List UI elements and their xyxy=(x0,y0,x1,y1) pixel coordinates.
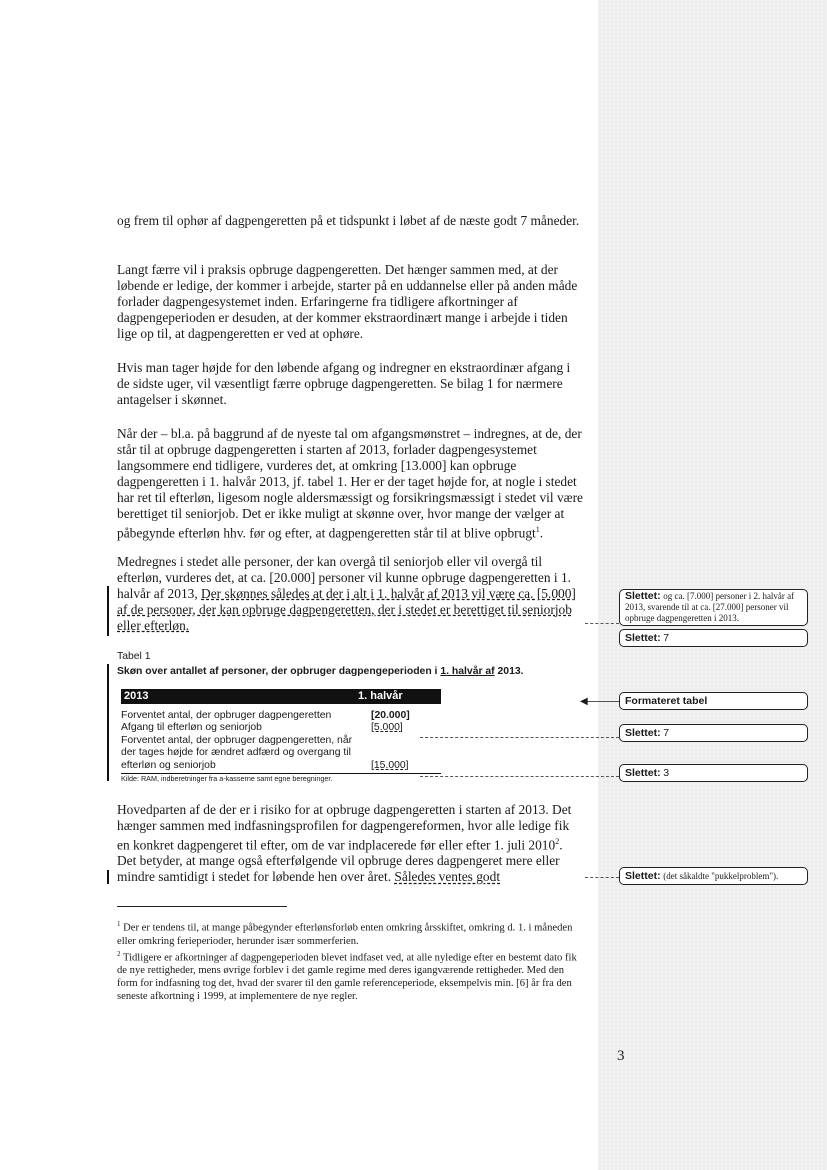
comment-text: 3 xyxy=(663,767,670,779)
data-table xyxy=(121,689,441,784)
paragraph-6-body: Hovedparten af de der er i risiko for at opbruge dagpengeretten i starten af 2013. Det hænger sammen med indfasningsprofilen for dagpengereformen, hvor alle ledige fik en konkret dagpengeret til efter, om de var indplacerede før eller efter 1. juli 2010 xyxy=(117,802,572,853)
comment-label: Slettet: xyxy=(625,767,661,779)
paragraph-1-text: og frem til ophør af dagpengeretten på et tidspunkt i løbet af de næste godt 7 måneder. xyxy=(117,213,580,228)
paragraph-4 xyxy=(117,426,583,541)
comment-label: Slettet: xyxy=(625,590,661,602)
page-number: 3 xyxy=(617,1048,625,1064)
comment-deleted-4[interactable] xyxy=(619,764,808,782)
table-title xyxy=(117,666,524,677)
footnote-2-text: Tidligere er afkortninger af dagpengeperioden blevet indfaset ved, at alle nyledige efter en bestemt dato fik de nye rettigheder, mens øvrige forblev i det gamle regime med deres igangværende rettigheder. Med den form for indfasning tog det, hvad der svarer til den gamle referenceperiode, eksempelvis min. [6] år fra den seneste afkortning i 1999, at implementere de nye regler. xyxy=(117,952,577,1003)
comment-text: 7 xyxy=(663,632,670,644)
paragraph-2 xyxy=(117,262,583,342)
table-row-label: der tages højde for ændret adfærd og overgang til xyxy=(121,747,351,759)
table-row xyxy=(121,710,441,723)
table-row-value: [20.000] xyxy=(371,709,410,721)
paragraph-6-text xyxy=(117,802,583,885)
paragraph-4-body: Når der – bl.a. på baggrund af de nyeste tal om afgangsmønstret – indregnes, at de, der står til at opbruge dagpengeretten i starten af 2013, forlader dagpengesystemet langsommere end tidligere, vurderes det, at omkring [13.000] kan opbruge dagpengeretten i 1. halvår 2013, jf. tabel 1. Her er der taget højde for, at nogle i stedet har ret til efterløn, ligesom nogle aldersmæssigt og forsikringsmæssigt i stedet vil være berettiget til seniorjob. Det er ikke muligt at skønne over, hvor mange der vælger at påbegynde efterløn hhv. før og efter, at dagpengeretten står til at blive opbrugt xyxy=(117,426,584,541)
table-label: Tabel 1 xyxy=(117,651,151,662)
paragraph-5-text: Medregnes i stedet alle personer, der kan overgå til seniorjob eller vil overgå til efterløn, vurderes det, at ca. [20.000] personer vil kunne opbruge dagpengeretten i 1. halvår af 2013, Der skønnes således at der i alt i 1. halvår af 2013 vil være ca. [5.000] af de personer, der kan opbruge dagpengeretten, der i stedet er berettiget til seniorjob eller efterløn. xyxy=(117,554,576,633)
paragraph-1 xyxy=(117,213,583,229)
change-bar xyxy=(107,664,109,781)
comment-text: 7 xyxy=(663,727,670,739)
paragraph-6-middle: . Det betyder, at mange også efterfølgende vil opbruge deres dagpengeret mere eller mindre samtidigt i stedet for løbende hen over året. xyxy=(117,837,563,885)
table-title-underlined: 1. halvår af xyxy=(440,666,495,677)
comment-formatted-table[interactable] xyxy=(619,692,808,710)
comment-leader xyxy=(420,737,619,738)
table-title-b: 2013. xyxy=(494,666,524,677)
change-bar xyxy=(107,586,109,636)
table-row xyxy=(121,735,441,774)
footnote-1-number: 1 xyxy=(117,920,121,928)
arrow-left-icon: ◀ xyxy=(580,696,588,707)
paragraph-5 xyxy=(117,554,583,634)
paragraph-4-text xyxy=(117,426,583,541)
table-title-a: Skøn over antallet af personer, der opbruger dagpengeperioden i xyxy=(117,666,441,677)
footnote-ref-2[interactable]: 2 xyxy=(555,837,560,846)
comment-margin xyxy=(598,0,827,1170)
comment-leader xyxy=(585,623,619,624)
table-source: Kilde: RAM, indberetninger fra a-kasserne samt egne beregninger. xyxy=(121,773,333,783)
paragraph-5-body: Medregnes i stedet alle personer, der kan overgå til seniorjob eller vil overgå til efterløn, vurderes det, at ca. [20.000] personer vil kunne opbruge dagpengeretten i 1. halvår af 2013 xyxy=(117,554,571,601)
paragraph-3 xyxy=(117,360,583,408)
footnotes xyxy=(117,918,587,1003)
comment-deleted-1[interactable] xyxy=(619,589,808,626)
table-header xyxy=(121,689,441,704)
paragraph-3-text: Hvis man tager højde for den løbende afgang og indregner en ekstraordinær afgang i de sidste uger, vil væsentligt færre opbruge dagpengeretten. Se bilag 1 for nærmere antagelser i skønnet. xyxy=(117,360,571,407)
paragraph-4-end: . xyxy=(539,525,544,541)
comment-text: (det såkaldte "pukkelproblem"). xyxy=(663,871,779,881)
comment-deleted-2[interactable] xyxy=(619,629,808,647)
comment-text: og ca. [7.000] personer i 2. halvår af 2013, svarende til at ca. [27.000] personer vil opbruge dagpengeretten i 2013. xyxy=(625,591,795,623)
comment-leader xyxy=(585,877,619,878)
table-row-label: Forventet antal, der opbruger dagpengeretten, når xyxy=(121,734,353,746)
comment-leader xyxy=(420,776,619,777)
change-bar xyxy=(107,870,109,884)
table-row-label: efterløn og seniorjob xyxy=(121,759,216,771)
table-header-col: 1. halvår xyxy=(358,690,403,702)
paragraph-6 xyxy=(117,802,583,885)
footnote-2-number: 2 xyxy=(117,949,121,958)
table-header-year: 2013 xyxy=(124,690,149,702)
comment-deleted-5[interactable] xyxy=(619,867,808,885)
comment-label: Formateret tabel xyxy=(625,695,708,707)
footnote-1 xyxy=(117,918,587,948)
footnote-ref-1[interactable]: 1 xyxy=(535,525,540,534)
comment-label: Slettet: xyxy=(625,632,661,644)
table-row-label: Forventet antal, der opbruger dagpengeretten xyxy=(121,709,332,721)
comment-label: Slettet: xyxy=(625,870,661,882)
paragraph-6-inserted: Således ventes godt xyxy=(394,869,501,885)
table-row-label: Afgang til efterløn og seniorjob xyxy=(121,722,262,734)
comment-leader xyxy=(585,701,619,702)
table-row xyxy=(121,722,441,735)
comment-deleted-3[interactable] xyxy=(619,724,808,742)
footnote-2 xyxy=(117,948,587,1004)
paragraph-2-text: Langt færre vil i praksis opbruge dagpengeretten. Det hænger sammen med, at der løbende er ledige, der kommer i arbejde, starter på en uddannelse eller på anden måde forlader dagpengesystemet inden. Erfaringerne fra tidligere afkortninger af dagpengeperioden er desuden, at der kommer ekstraordinært mange i arbejde i tiden lige op til, at dagpengeretten er ved at ophøre. xyxy=(117,262,578,341)
table-row-value: [15.000] xyxy=(371,759,409,771)
table-row-value: [5.000] xyxy=(371,722,403,734)
footnote-1-text: Der er tendens til, at mange påbegynder efterlønsforløb enten omkring årsskiftet, omkring d. 1. i måneden eller omkring ferieperioder, herunder især sommerferien. xyxy=(117,922,573,947)
paragraph-5-inserted: Der skønnes således at der i alt i 1. halvår af 2013 vil være ca. [5.000] af de personer, der kan opbruge dagpengeretten, der i stedet er berettiget til seniorjob eller efterløn. xyxy=(117,586,576,633)
footnote-separator xyxy=(117,906,287,907)
comment-label: Slettet: xyxy=(625,727,661,739)
